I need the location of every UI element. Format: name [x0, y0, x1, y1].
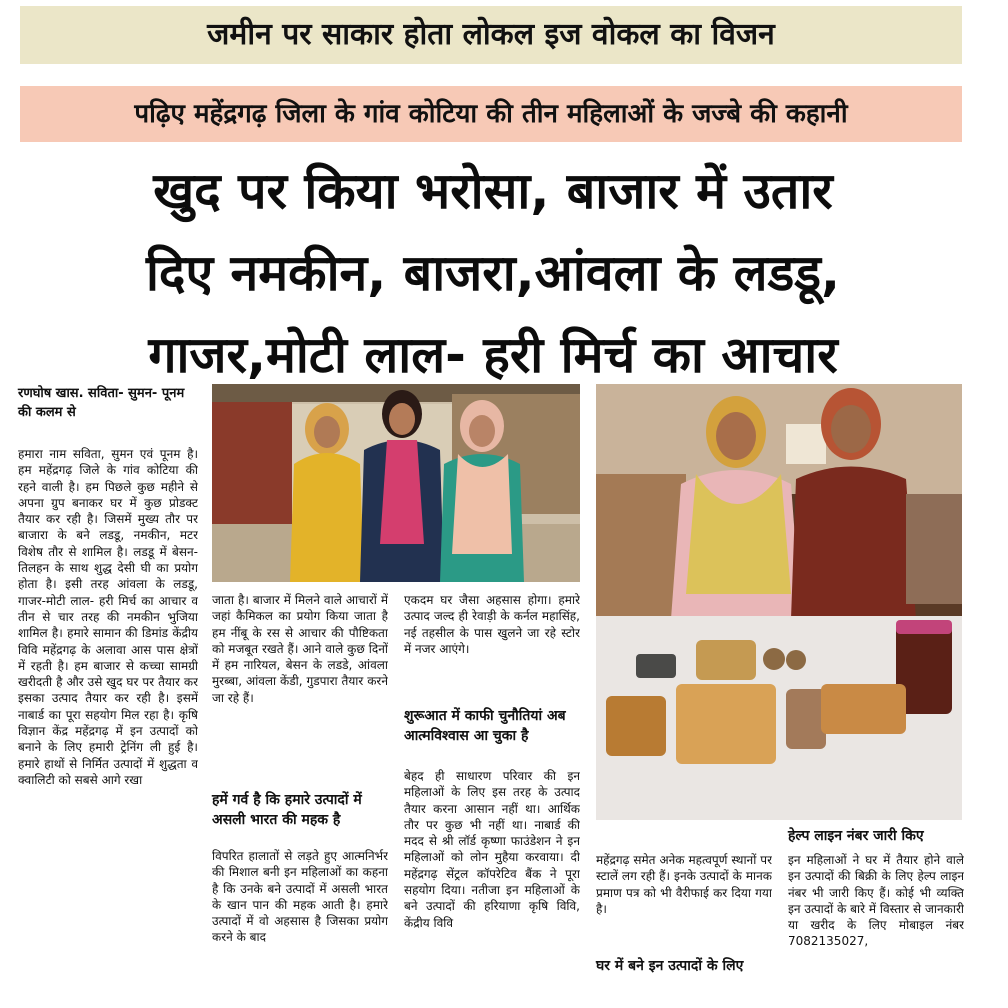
headline-line-1: खुद पर किया भरोसा, बाजार में उतार [153, 162, 833, 220]
headline-line-3: गाजर,मोटी लाल- हरी मिर्च का आचार [148, 326, 838, 384]
photo-three-women-image [212, 384, 580, 582]
deck-headline: पढ़िए महेंद्रगढ़ जिला के गांव कोटिया की तीन महिलाओं के जज्बे की कहानी [20, 86, 962, 142]
article-column-4: महेंद्रगढ़ समेत अनेक महत्वपूर्ण स्थानों पर स्टालें लग रही हैं। इनके उत्पादों के मानक प्रमाण पत्र को भी वैरीफाई कर दिया गया है। [596, 853, 772, 916]
subheading-pride: हमें गर्व है कि हमारे उत्पादों में असली भारत की महक है [212, 792, 362, 828]
photo-women-with-products-image [596, 384, 962, 820]
subheading-home-products: घर में बने इन उत्पादों के लिए [596, 958, 744, 974]
byline: रणघोष खास. सविता- सुमन- पूनम की कलम से [18, 386, 185, 420]
photo-women-with-products [596, 384, 962, 820]
subheading-helpline: हेल्प लाइन नंबर जारी किए [788, 828, 924, 844]
headline-line-2: दिए नमकीन, बाजरा,आंवला के लडडू, [145, 244, 841, 302]
photo-three-women [212, 384, 580, 582]
article-column-3: एकदम घर जैसा अहसास होगा। हमारे उत्पाद जल्द ही रेवाड़ी के कर्नल महासिंह, नई तहसील के पास खुलने जा रहे स्टोर में नजर आएंगे। [404, 593, 580, 656]
kicker-headline: जमीन पर साकार होता लोकल इज वोकल का विजन [20, 6, 962, 64]
article-column-1: हमारा नाम सविता, सुमन एवं पूनम है। हम महेंद्रगढ़ जिले के गांव कोटिया की रहने वाली है। हम पिछले कुछ महीने से अपना ग्रुप बनाकर घर में कुछ प्रोडक्ट तैयार कर रही है। जिसमें मुख्य तौर पर बाजारा के बने लडडू, नमकीन, मटर विशेष तौर से शामिल है। लडडू में बेसन-तिलहन के साथ शुद्ध देसी घी का प्रयोग होता है। इसी तरह आंवला के लडडू, गाजर-मोटी लाल- हरी मिर्च का आचार व तीन से चार तरह की नमकीन भुजिया शामिल है। हमारे सामान की डिमांड केंद्रीय विवि महेंद्रगढ़ के अलावा आस पास क्षेत्रों में रहती है। हम बाजार से कच्चा सामग्री खरीदती है और उसे खुद घर पर तैयार कर इसका उत्पाद तैयार कर रही है। इसमें नाबार्ड का पूरा सहयोग मिल रहा है। कृषि विज्ञान केंद्र महेंद्रगढ़ में इन उत्पादों को बनाने के लिए हमारी ट्रेनिंग ली हुई है। हमारे हाथों से निर्मित उत्पादों में शुद्धता व क्वालिटी को सबसे आगे रखा [18, 447, 198, 787]
article-column-5: इन महिलाओं ने घर में तैयार होने वाले इन उत्पादों की बिक्री के लिए हेल्प लाइन नंबर भी जारी किए हैं। कोई भी व्यक्ति इन उत्पादों के बारे में विस्तार से जानकारी या खरीद के लिए मोबाइल नंबर 7082135027, [788, 853, 964, 949]
main-headline [18, 150, 968, 396]
article-column-2: जाता है। बाजार में मिलने वाले आचारों में जहां कैमिकल का प्रयोग किया जाता है हम नींबू के रस से आचार की पौष्टिकता को मजबूत रखते हैं। आने वाले कुछ दिनों में हम नारियल, बेसन के लडडे, आंवला मुरब्बा, आंवला केंडी, गुडपारा तैयार करने जा रहे हैं। [212, 593, 388, 705]
article-column-2-continued: विपरित हालातों से लड़ते हुए आत्मनिर्भर की मिशाल बनी इन महिलाओं का कहना है कि उनके बने उत्पादों में असली भारत के खान पान की महक आती है। हमारे उत्पादों में वो अहसास है जिसका प्रयोग करने के बाद [212, 849, 388, 945]
subheading-challenges: शुरूआत में काफी चुनौतियां अब आत्मविश्वास आ चुका है [404, 708, 566, 744]
article-column-3-continued: बेहद ही साधारण परिवार की इन महिलाओं के लिए इस तरह के उत्पाद तैयार करना आसान नहीं था। आर्थिक तौर पर कुछ भी नहीं था। नाबार्ड की मदद से श्री लॉर्ड कृष्णा फाउंडेशन ने इन महिलाओं को लोन मुहैया करवाया। दी महेंद्रगढ़ सेंट्रल कॉपरेटिव बैंक ने पूरा सहयोग दिया। नतीजा इन महिलाओं के बने उत्पादों की हरियाणा कृषि विवि, केंद्रीय विवि [404, 769, 580, 930]
